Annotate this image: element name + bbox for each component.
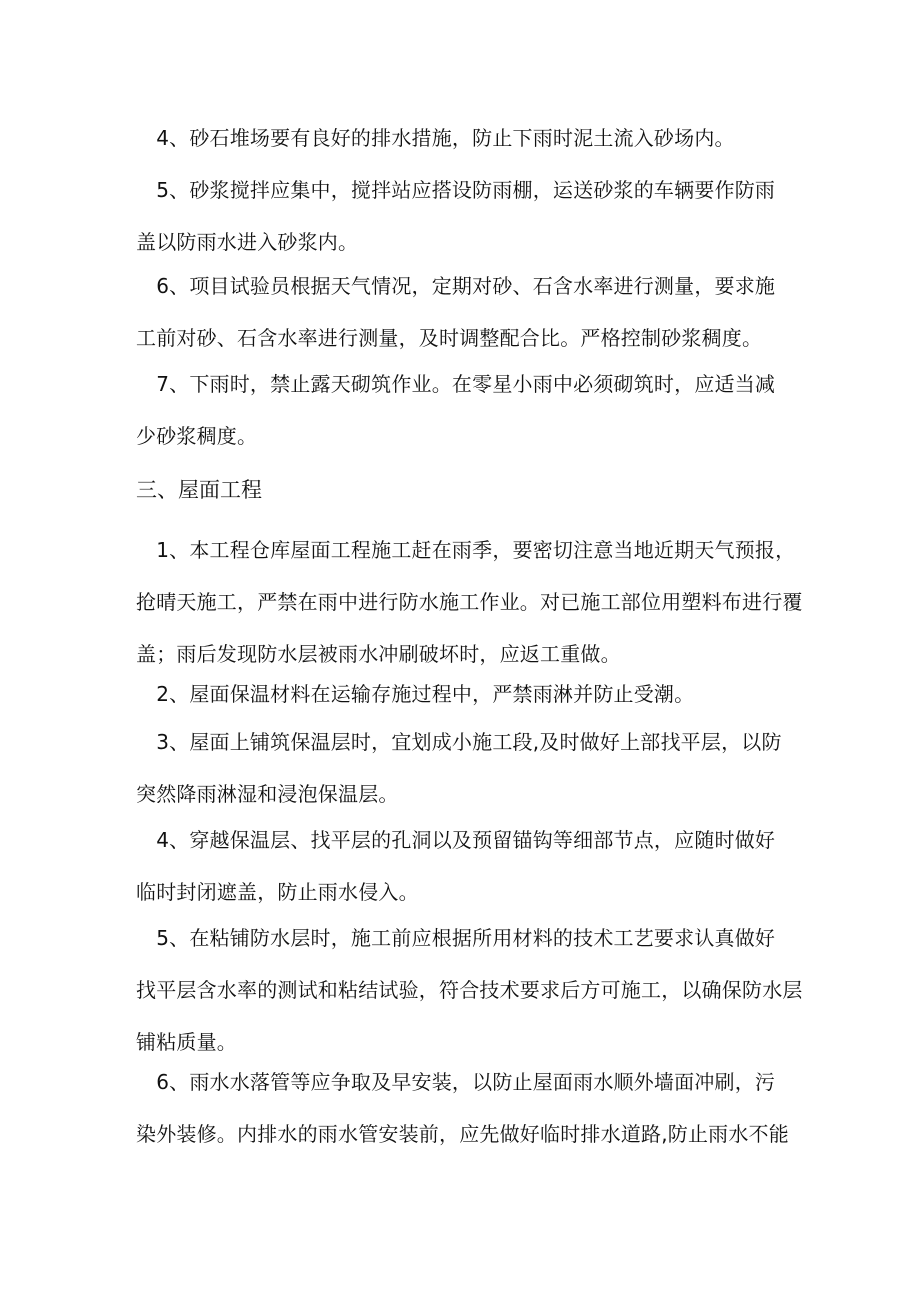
paragraph-item-6 — [136, 260, 796, 364]
paragraph-line: 5、在粘铺防水层时，施工前应根据所用材料的技术工艺要求认真做好 — [136, 926, 776, 950]
paragraph-line: 2、屋面保温材料在运输存施过程中，严禁雨淋并防止受潮。 — [136, 682, 695, 706]
paragraph-line: 7、下雨时，禁止露天砌筑作业。在零星小雨中必须砌筑时，应适当减 — [136, 372, 776, 396]
paragraph-roof-6 — [136, 1056, 796, 1160]
paragraph-line: 铺粘质量。 — [136, 1030, 237, 1054]
paragraph-line: 4、穿越保温层、找平层的孔洞以及预留锚钩等细部节点，应随时做好 — [136, 828, 776, 852]
paragraph-line: 抢晴天施工，严禁在雨中进行防水施工作业。对已施工部位用塑料布进行覆 — [136, 590, 803, 614]
paragraph-item-7 — [136, 358, 796, 462]
paragraph-roof-4 — [136, 814, 796, 918]
paragraph-line: 突然降雨淋湿和浸泡保温层。 — [136, 782, 399, 806]
paragraph-line: 4、砂石堆场要有良好的排水措施，防止下雨时泥土流入砂场内。 — [136, 126, 735, 150]
paragraph-roof-1 — [136, 524, 803, 680]
paragraph-line: 临时封闭遮盖，防止雨水侵入。 — [136, 880, 419, 904]
paragraph-item-5 — [136, 164, 796, 268]
paragraph-line: 找平层含水率的测试和粘结试验，符合技术要求后方可施工，以确保防水层 — [136, 978, 803, 1002]
paragraph-line: 盖；雨后发现防水层被雨水冲刷破坏时，应返工重做。 — [136, 642, 621, 666]
paragraph-line: 工前对砂、石含水率进行测量，及时调整配合比。严格控制砂浆稠度。 — [136, 326, 763, 350]
paragraph-item-4 — [136, 112, 796, 164]
paragraph-line: 染外装修。内排水的雨水管安装前，应先做好临时排水道路,防止雨水不能 — [136, 1122, 789, 1146]
section-heading: 三、屋面工程 — [136, 478, 262, 502]
paragraph-line: 3、屋面上铺筑保温层时，宜划成小施工段,及时做好上部找平层，以防 — [136, 730, 782, 754]
paragraph-line: 1、本工程仓库屋面工程施工赶在雨季，要密切注意当地近期天气预报， — [136, 538, 796, 562]
paragraph-line: 6、雨水水落管等应争取及早安装，以防止屋面雨水顺外墙面冲刷，污 — [136, 1070, 776, 1094]
paragraph-line: 6、项目试验员根据天气情况，定期对砂、石含水率进行测量，要求施 — [136, 274, 776, 298]
paragraph-roof-3 — [136, 716, 796, 820]
paragraph-line: 5、砂浆搅拌应集中，搅拌站应搭设防雨棚，运送砂浆的车辆要作防雨 — [136, 178, 776, 202]
paragraph-line: 盖以防雨水进入砂浆内。 — [136, 230, 359, 254]
paragraph-roof-2 — [136, 668, 796, 720]
paragraph-line: 少砂浆稠度。 — [136, 424, 258, 448]
paragraph-roof-5 — [136, 912, 803, 1068]
